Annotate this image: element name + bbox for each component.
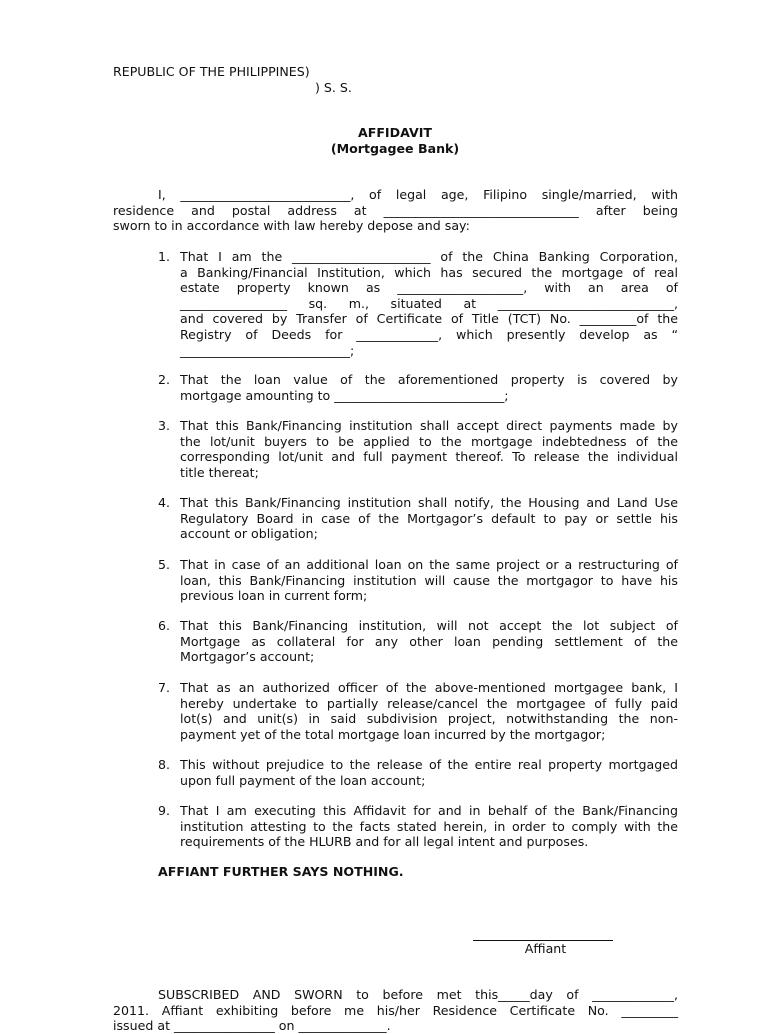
list-item [158, 680, 678, 742]
list-item-line: That I am executing this Affidavit for and in behalf of the Bank/Financing [180, 803, 678, 818]
closing-statement: AFFIANT FURTHER SAYS NOTHING. [158, 864, 404, 879]
jurat-line: issued at ________________ on ______________. [113, 1018, 391, 1034]
intro-line: residence and postal address at _______________________________ after being [113, 202, 678, 218]
list-item-line: and covered by Transfer of Certificate of Title (TCT) No. _________of the [180, 311, 678, 327]
list-item-line: estate property known as ____________________, with an area of [180, 280, 678, 296]
list-item-number: 1. [158, 249, 171, 264]
list-item-number: 8. [158, 757, 171, 772]
list-item-number: 3. [158, 418, 171, 433]
list-item [158, 372, 678, 403]
list-item [158, 557, 678, 604]
list-item-line: This without prejudice to the release of the entire real property mortgaged [180, 757, 678, 772]
list-item-line: That the loan value of the aforementioned property is covered by [180, 372, 678, 387]
list-item-number: 9. [158, 803, 171, 818]
list-item-number: 6. [158, 618, 171, 633]
affiant-label: Affiant [524, 941, 567, 956]
list-item-line: That as an authorized officer of the above-mentioned mortgagee bank, I [180, 680, 678, 695]
intro-line: sworn to in accordance with law hereby depose and say: [113, 218, 470, 234]
intro-paragraph [113, 187, 678, 234]
list-item-line: That in case of an additional loan on the same project or a restructuring of [180, 557, 678, 572]
list-item-line: lot(s) and unit(s) in said subdivision project, notwithstanding the non- [180, 711, 678, 727]
list-item-line: a Banking/Financial Institution, which has secured the mortgage of real [180, 264, 678, 280]
list-item-line: Registry of Deeds for _____________, which presently develop as “ [180, 326, 678, 342]
list-item-text [180, 803, 678, 850]
list-item-line: ___________________________; [180, 342, 355, 358]
list-item [158, 803, 678, 850]
list-item-line: hereby undertake to partially release/cancel the mortgagee of fully paid [180, 695, 678, 711]
list-item-line: That this Bank/Financing institution shall accept direct payments made by [180, 418, 678, 433]
list-item-number: 5. [158, 557, 171, 572]
list-item-line: mortgage amounting to ___________________________; [180, 387, 509, 403]
list-item-text [180, 557, 678, 604]
jurat-line: SUBSCRIBED AND SWORN to before met this_____day of _____________, [158, 987, 678, 1002]
list-item [158, 618, 678, 665]
list-item-line: Mortgage as collateral for any other loan pending settlement of the [180, 633, 678, 649]
list-item-text [180, 618, 678, 665]
list-item-number: 4. [158, 495, 171, 510]
list-item-line: payment yet of the total mortgage loan incurred by the mortgagor; [180, 726, 606, 742]
list-item-line: That this Bank/Financing institution, will not accept the lot subject of [180, 618, 678, 633]
list-item-line: requirements of the HLURB and for all legal intent and purposes. [180, 834, 589, 850]
venue-line-2: ) S. S. [315, 80, 352, 95]
document-subtitle: (Mortgagee Bank) [330, 141, 460, 156]
list-item [158, 495, 678, 542]
jurat-paragraph [113, 987, 678, 1034]
list-item-line: Regulatory Board in case of the Mortgagor’s default to pay or settle his [180, 510, 678, 526]
list-item-line: institution attesting to the facts stated herein, in order to comply with the [180, 818, 678, 834]
list-item-line: That this Bank/Financing institution shall notify, the Housing and Land Use [180, 495, 678, 510]
list-item-line: title thereat; [180, 464, 259, 480]
list-item-line: _________________ sq. m., situated at ____________________________, [180, 295, 678, 311]
list-item [158, 249, 678, 358]
list-item-line: account or obligation; [180, 526, 318, 542]
intro-line: I, ___________________________, of legal age, Filipino single/married, with [158, 187, 678, 202]
list-item-text [180, 372, 678, 403]
venue-line-1: REPUBLIC OF THE PHILIPPINES) [113, 64, 310, 79]
list-item-line: That I am the ______________________ of the China Banking Corporation, [180, 249, 678, 264]
jurat-line: 2011. Affiant exhibiting before me his/her Residence Certificate No. _________ [113, 1002, 678, 1018]
list-item-number: 2. [158, 372, 171, 387]
list-item [158, 418, 678, 480]
list-item-line: upon full payment of the loan account; [180, 772, 426, 788]
list-item-line: corresponding lot/unit and full payment thereof. To release the individual [180, 449, 678, 465]
list-item-line: Mortgagor’s account; [180, 649, 315, 665]
list-item-text [180, 495, 678, 542]
list-item-line: previous loan in current form; [180, 588, 368, 604]
list-item-text [180, 757, 678, 788]
list-item-number: 7. [158, 680, 171, 695]
list-item-line: loan, this Bank/Financing institution will cause the mortgagor to have his [180, 572, 678, 588]
list-item-line: the lot/unit buyers to be applied to the mortgage indebtedness of the [180, 433, 678, 449]
list-item [158, 757, 678, 788]
list-item-text [180, 249, 678, 358]
document-title: AFFIDAVIT [357, 125, 432, 140]
list-item-text [180, 680, 678, 742]
list-item-text [180, 418, 678, 480]
